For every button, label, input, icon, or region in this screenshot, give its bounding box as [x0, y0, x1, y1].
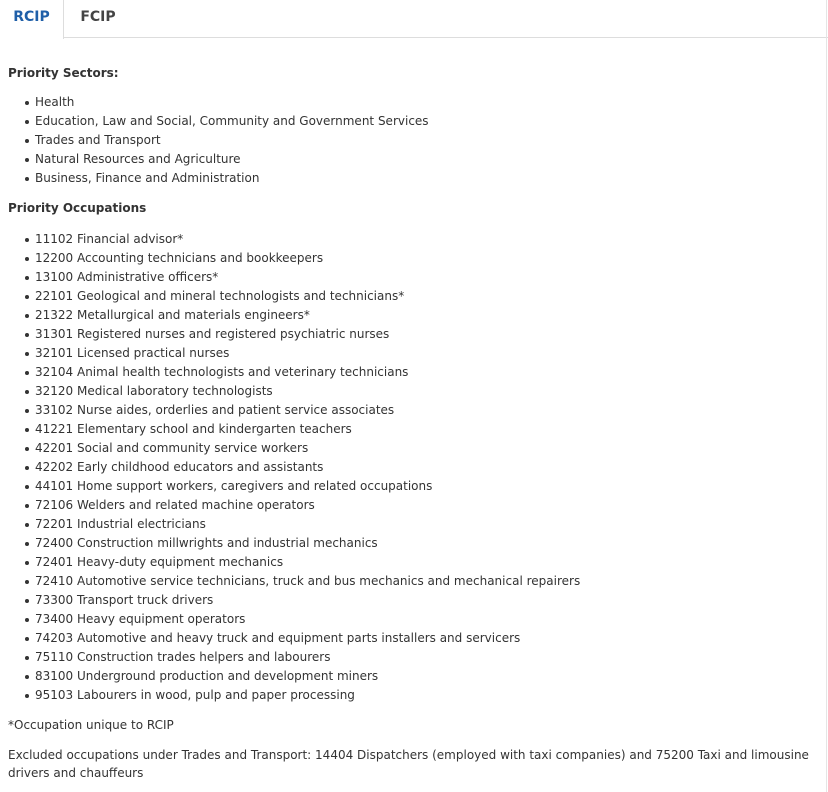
occupation-list-item: 42202 Early childhood educators and assistants: [8, 458, 818, 477]
occupation-list-item: 41221 Elementary school and kindergarten teachers: [8, 420, 818, 439]
sector-list-item: Trades and Transport: [8, 131, 818, 150]
priority-occupations-list: [8, 230, 818, 705]
occupation-list-item: 32120 Medical laboratory technologists: [8, 382, 818, 401]
priority-sectors-heading: Priority Sectors:: [8, 66, 119, 80]
occupation-list-item: 11102 Financial advisor*: [8, 230, 818, 249]
occupation-list-item: 83100 Underground production and development miners: [8, 667, 818, 686]
occupation-list-item: 72201 Industrial electricians: [8, 515, 818, 534]
occupation-list-item: 13100 Administrative officers*: [8, 268, 818, 287]
occupation-list-item: 33102 Nurse aides, orderlies and patient service associates: [8, 401, 818, 420]
tab-panel-rcip: [8, 64, 818, 782]
occupation-list-item: 75110 Construction trades helpers and labourers: [8, 648, 818, 667]
occupation-list-item: 72401 Heavy-duty equipment mechanics: [8, 553, 818, 572]
occupation-list-item: 22101 Geological and mineral technologists and technicians*: [8, 287, 818, 306]
priority-occupations-heading: Priority Occupations: [8, 201, 147, 215]
occupation-list-item: 73400 Heavy equipment operators: [8, 610, 818, 629]
occupation-list-item: 72410 Automotive service technicians, truck and bus mechanics and mechanical repairers: [8, 572, 818, 591]
occupation-list-item: 32101 Licensed practical nurses: [8, 344, 818, 363]
occupation-list-item: 73300 Transport truck drivers: [8, 591, 818, 610]
sector-list-item: Health: [8, 93, 818, 112]
sector-list-item: Natural Resources and Agriculture: [8, 150, 818, 169]
tab-bar: [0, 0, 828, 38]
occupation-list-item: 72106 Welders and related machine operators: [8, 496, 818, 515]
occupation-list-item: 95103 Labourers in wood, pulp and paper processing: [8, 686, 818, 705]
occupation-list-item: 32104 Animal health technologists and veterinary technicians: [8, 363, 818, 382]
content-border: [826, 0, 827, 792]
tab-fcip[interactable]: FCIP: [80, 9, 116, 25]
occupation-list-item: 21322 Metallurgical and materials engineers*: [8, 306, 818, 325]
occupation-list-item: 31301 Registered nurses and registered psychiatric nurses: [8, 325, 818, 344]
occupation-list-item: 72400 Construction millwrights and industrial mechanics: [8, 534, 818, 553]
sector-list-item: Education, Law and Social, Community and Government Services: [8, 112, 818, 131]
occupation-list-item: 44101 Home support workers, caregivers and related occupations: [8, 477, 818, 496]
occupation-list-item: 42201 Social and community service workers: [8, 439, 818, 458]
priority-sectors-list: [8, 93, 818, 188]
occupation-list-item: 12200 Accounting technicians and bookkeepers: [8, 249, 818, 268]
sector-list-item: Business, Finance and Administration: [8, 169, 818, 188]
tab-rcip[interactable]: RCIP: [0, 0, 64, 39]
footnote: *Occupation unique to RCIP: [8, 718, 174, 732]
occupation-list-item: 74203 Automotive and heavy truck and equipment parts installers and servicers: [8, 629, 818, 648]
excluded-occupations-note: Excluded occupations under Trades and Transport: 14404 Dispatchers (employed with taxi companies) and 75200 Taxi and limousine drivers and chauffeurs: [8, 748, 809, 780]
